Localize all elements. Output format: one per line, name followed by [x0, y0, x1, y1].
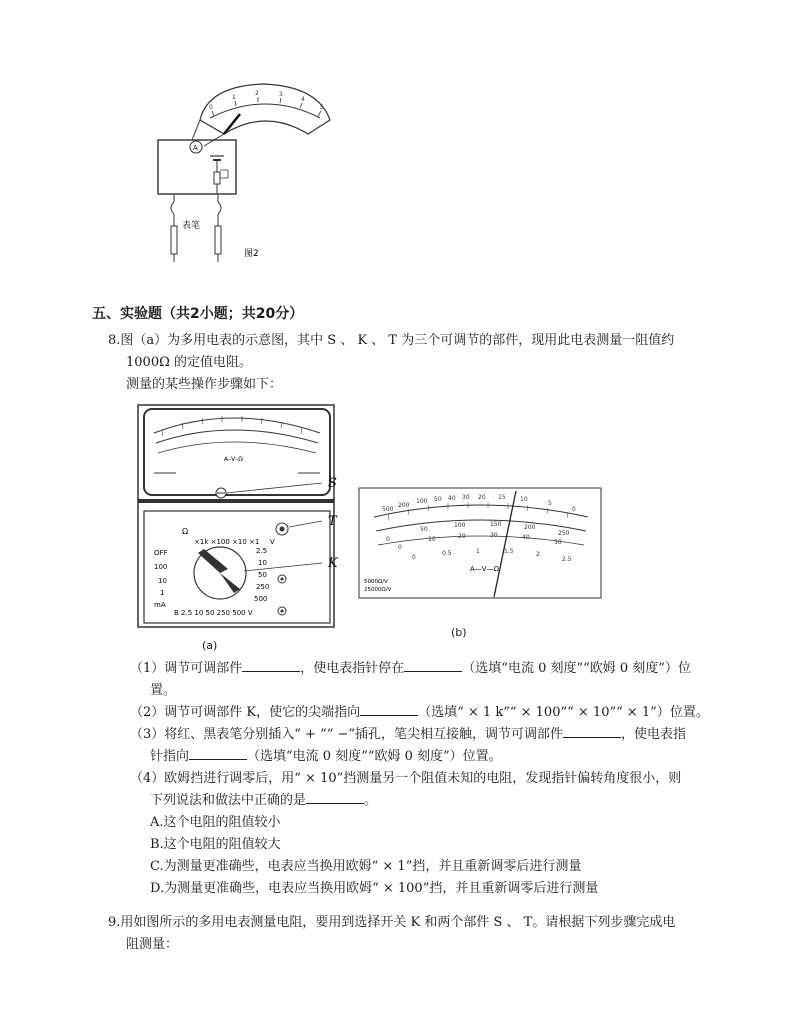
fig-b-top-40: 40 — [448, 495, 456, 502]
fig-b-top-15: 15 — [498, 494, 506, 501]
fig-a-left-10: 10 — [158, 577, 167, 585]
fig-a-label-s: S — [328, 476, 337, 491]
fig-b-mid-0: 0 — [386, 536, 390, 543]
q8-steps — [130, 658, 710, 900]
fig-b-bottom-0-5: 0.5 — [442, 550, 452, 557]
q8-line1 — [108, 330, 708, 352]
step-2 — [130, 702, 710, 724]
q8-text-1: 图（a）为多用电表的示意图，其中 S 、 K 、 T 为三个可调节的部件，现用此电表测量一阻值约 — [120, 333, 675, 348]
fig-b-top-500: 500 — [382, 506, 394, 513]
step-3-text-a: （3）将红、黑表笔分别插入“ + ”“ −”插孔，笔尖相互接触，调节可调部件 — [130, 727, 564, 742]
fig-b-bottom-1-5: 1.5 — [504, 548, 514, 555]
step-3-text-b: ，使电表指 — [621, 727, 687, 742]
fig2-tick-2: 2 — [255, 90, 259, 97]
q8-number: 8. — [108, 333, 121, 348]
blank-5[interactable] — [189, 747, 247, 760]
q9-number: 9. — [108, 915, 121, 930]
option-d[interactable]: D.为测量更准确些，电表应当换用欧姆“ × 100”挡，并且重新调零后进行测量 — [150, 881, 599, 896]
step-3-cont — [130, 746, 710, 768]
figure-a-caption: (a) — [202, 639, 218, 652]
fig-b-mid-150: 150 — [490, 521, 502, 528]
question-9 — [108, 912, 708, 956]
fig-b-top-200: 200 — [398, 502, 410, 509]
option-b[interactable]: B.这个电阻的阻值较大 — [150, 837, 281, 852]
fig-a-left-100: 100 — [154, 563, 168, 571]
fig-a-right-2-5: 2.5 — [256, 547, 268, 555]
fig-b-low-40: 40 — [522, 534, 530, 541]
question-8 — [108, 330, 708, 396]
fig2-tick-5: 5 — [320, 104, 324, 111]
fig-b-mid-100: 100 — [454, 522, 466, 529]
fig-b-mid-250: 250 — [558, 530, 570, 537]
figure-b-caption: (b) — [451, 626, 467, 639]
section-title: 五、实验题（共2小题；共20分） — [92, 306, 304, 322]
fig-a-volt: V — [270, 538, 275, 546]
fig-a-dial-label: A–V–Ω — [224, 456, 243, 463]
fig-a-left-1: 1 — [160, 589, 165, 597]
option-c[interactable]: C.为测量更准确些，电表应当换用欧姆“ × 1”挡，并且重新调零后进行测量 — [150, 859, 582, 874]
fig-b-top-0: 0 — [572, 506, 576, 513]
blank-4[interactable] — [563, 725, 621, 738]
step-3-text-c: 针指向 — [150, 749, 190, 764]
fig-b-top-50: 50 — [434, 496, 442, 503]
fig-a-right-10: 10 — [258, 559, 267, 567]
fig-b-low-0: 0 — [398, 544, 402, 551]
fig2-tick-0: 0 — [209, 104, 213, 111]
step-1-text-b: ，使电表指针停在 — [300, 661, 405, 676]
fig-b-low-50: 50 — [554, 539, 562, 546]
step-2-text-a: （2）调节可调部件 K，使它的尖端指向 — [130, 705, 361, 720]
fig2-tick-4: 4 — [301, 96, 305, 103]
fig-b-top-10: 10 — [520, 496, 528, 503]
fig-b-bottom-2: 2 — [536, 551, 540, 558]
fig-b-low-20: 20 — [458, 533, 466, 540]
fig-a-right-250: 250 — [256, 583, 270, 591]
step-4-text-c: 。 — [364, 793, 378, 808]
fig-a-omega: Ω — [182, 527, 189, 536]
figure-2-caption: 图2 — [244, 249, 259, 259]
figure-a-multimeter — [132, 403, 346, 631]
fig-a-right-50: 50 — [258, 571, 267, 579]
fig-b-top-100: 100 — [416, 498, 428, 505]
step-1-text-a: （1）调节可调部件 — [130, 661, 243, 676]
step-4-cont — [130, 790, 710, 812]
step-1-text-c: （选填“电流 0 刻度”“欧姆 0 刻度”）位 — [462, 661, 691, 676]
figure-b-scale — [358, 487, 602, 599]
step-2-text-b: （选填“ × 1 k”“ × 100”“ × 10”“ × 1”）位置。 — [418, 705, 709, 720]
fig-b-mid-50: 50 — [420, 526, 428, 533]
fig-a-label-t: T — [328, 514, 337, 529]
fig-b-bottom-0: 0 — [412, 554, 416, 561]
fig-b-spec-2: 25000Ω/V — [364, 587, 392, 593]
fig-b-mid-200: 200 — [524, 524, 536, 531]
q8-line2: 1000Ω 的定值电阻。 — [126, 355, 252, 370]
fig-b-top-30: 30 — [462, 494, 470, 501]
blank-1[interactable] — [242, 659, 300, 672]
fig2-tick-3: 3 — [279, 91, 283, 98]
fig-a-ohm-ranges: ×1k ×100 ×10 ×1 — [194, 538, 260, 546]
fig-b-low-10: 10 — [428, 536, 436, 543]
q9-line2: 阻测量： — [126, 937, 179, 952]
step-1 — [130, 658, 710, 680]
fig-a-label-k: K — [328, 556, 338, 571]
step-4-text-b: 下列说法和做法中正确的是 — [150, 793, 307, 808]
q8-line3: 测量的某些操作步骤如下： — [126, 377, 283, 392]
fig-b-top-5: 5 — [548, 500, 552, 507]
blank-2[interactable] — [404, 659, 462, 672]
probe-label: 表笔 — [182, 221, 201, 231]
fig-a-bottom-scale: B 2.5 10 50 250 500 V — [174, 609, 253, 617]
fig-b-top-20: 20 — [478, 494, 486, 501]
option-a[interactable]: A.这个电阻的阻值较小 — [150, 815, 281, 830]
fig-b-low-30: 30 — [490, 532, 498, 539]
ammeter-symbol: A — [193, 144, 198, 152]
step-1-cont: 置。 — [150, 683, 177, 698]
fig-b-center-label: A—V—Ω — [470, 565, 499, 573]
q9-text-1: 用如图所示的多用电表测量电阻，要用到选择开关 K 和两个部件 S 、 T。请根据下列步骤完成电 — [120, 915, 676, 930]
fig-b-bottom-1: 1 — [476, 548, 480, 555]
fig-b-bottom-2-5: 2.5 — [562, 556, 572, 563]
fig-a-off: OFF — [154, 549, 168, 557]
step-4: （4）欧姆挡进行调零后，用“ × 10”挡测量另一个阻值未知的电阻，发现指针偏转角度很小，则 — [130, 771, 682, 786]
q9-line1 — [108, 912, 708, 934]
fig-a-ma: mA — [154, 601, 166, 609]
step-3-text-d: （选填“电流 0 刻度”“欧姆 0 刻度”）位置。 — [247, 749, 502, 764]
step-3 — [130, 724, 710, 746]
fig-a-right-500: 500 — [254, 595, 268, 603]
fig2-tick-1: 1 — [232, 94, 236, 101]
blank-6[interactable] — [306, 791, 364, 804]
blank-3[interactable] — [360, 703, 418, 716]
fig-b-spec-1: 5000Ω/V — [364, 579, 388, 585]
figure-2-circuit — [148, 78, 338, 264]
